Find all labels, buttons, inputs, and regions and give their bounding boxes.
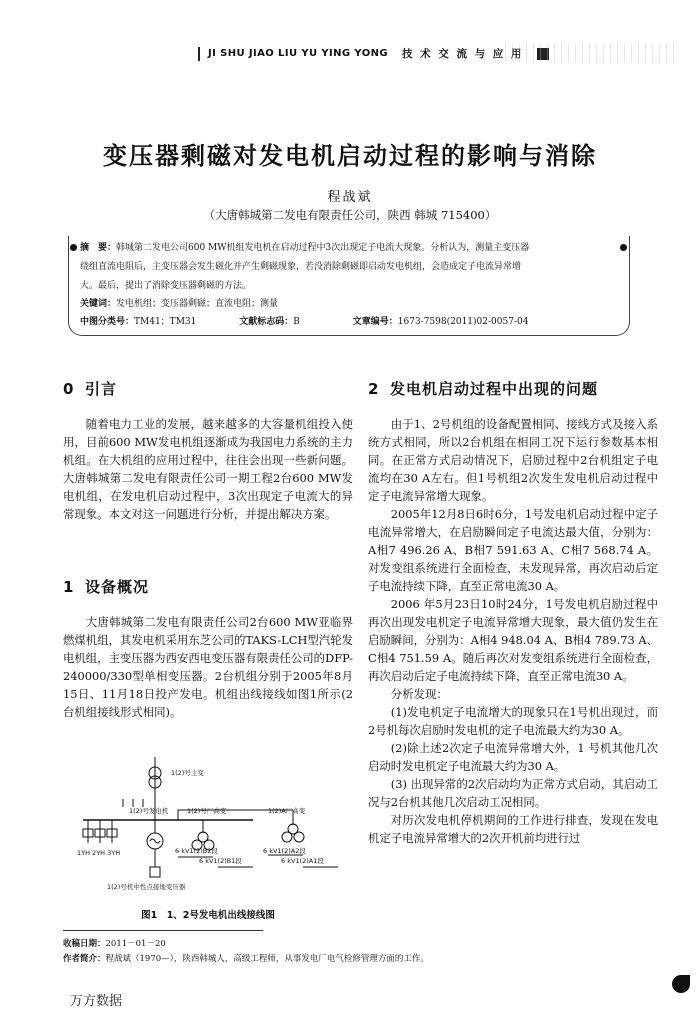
paragraph: 2006 年5月23日10时24分，1号发电机启励过程中再次出现发电机定子电流异常增大现象，最大值仍发生在启励瞬间，分别为：A相4 948.04 A、B相4 789.73 A、C相4 751.59 A。随后再次对发变组系统进行全面检查，再次启动后定子电流持续下降，直至正常电流30 A。: [368, 597, 658, 683]
clc-label: 中图分类号：: [80, 317, 135, 327]
keywords: 发电机组；变压器剩磁；直流电阻；测量: [116, 299, 279, 309]
label-pts: 1YH 2YH 3YH: [77, 849, 121, 857]
journal-name-en: JI SHU JIAO LIU YU YING YONG: [208, 48, 388, 59]
label-b2: 6 kV1(2)B2段: [175, 847, 218, 855]
keywords-label: 关键词：: [80, 299, 117, 309]
paragraph: 随着电力工业的发展，越来越多的大容量机组投入使用，目前600 MW发电机组逐渐成为我国电力系统的主力机组。在大机组的应用过程中，往往会出现一些新问题。大唐韩城第二发电有限责任公司一期工程2台600 MW发电机组，在发电机启动过程中，3次出现定子电流大的异常现象。本文对这一问题进行分析，并提出解决方案。: [63, 417, 353, 521]
label-main-transformer: 1(2)号主变: [171, 769, 204, 777]
paragraph: (1)发电机定子电流增大的现象只在1号机出现过，而2号机每次启励时发电机的定子电流最大约为30 A。: [368, 705, 658, 737]
journal-name-zh: 技 术 交 流 与 应 用: [401, 48, 524, 60]
paragraph: 2005年12月8日6时6分，1号发电机启动过程中定子电流异常增大，在启励瞬间定子电流达最大值，分别为：A相7 496.26 A、B相7 591.63 A、C相7 568.74 A。对发变组系统进行全面检查，未发现异常，再次启动后定子电流持续下降，直至正常电流30 A。: [368, 507, 658, 593]
section-number: 2: [368, 380, 380, 398]
section-heading: [63, 576, 353, 597]
bio-value: 程战斌（1970—），陕西韩城人，高级工程师，从事发电厂电气检修管理方面的工作。: [105, 954, 429, 964]
received-label: 收稿日期：: [63, 939, 106, 949]
section-title: 引言: [85, 380, 118, 398]
page-corner-icon: [672, 975, 690, 993]
article-no-value: 1673-7598(2011)02-0057-04: [397, 317, 529, 327]
neutral-grounding-transformer: [150, 867, 160, 877]
paragraph: 分析发现：: [390, 687, 448, 701]
section-number: 1: [63, 578, 75, 596]
label-hv-transformer: 1(2)号厂高变: [187, 807, 227, 815]
keywords-line: [80, 299, 278, 310]
classification-line: [80, 317, 528, 328]
wiring-diagram: [63, 755, 353, 905]
label-neutral: 1(2)号机中性点接地变压器: [107, 883, 186, 891]
section-heading: [368, 378, 658, 399]
abstract-left-bullet-icon: [70, 244, 77, 251]
paragraph: 由于1、2号机组的设备配置相同、接线方式及接入系统方式相同，所以2台机组在相同工况下运行参数基本相同。在正常方式启动情况下，启励过程中2台机组定子电流均在30 A左右。但1号机组2次发生发电机启动过程中定子电流异常增大现象。: [368, 417, 658, 503]
paragraph: (3) 出现异常的2次启动均为正常方式启动，其启动工况与2台机其他几次启动工况相同。: [368, 777, 658, 809]
label-generator: 1(2)号发电机: [129, 807, 169, 815]
abstract-line-3: 大。最后，提出了消除变压器剩磁的方法。: [80, 281, 252, 291]
bio-label: 作者简介：: [63, 954, 106, 964]
received-value: 2011－01－20: [105, 939, 166, 949]
abstract-text-1: 韩城第二发电公司600 MW机组发电机在启动过程中3次出现定子电流大现象。分析认为，测量主变压器: [116, 243, 530, 253]
paragraph: (2)除上述2次定子电流异常增大外，1 号机其他几次启动时发电机定子电流最大约为30 A。: [368, 741, 658, 773]
section-0: [63, 378, 353, 523]
doc-code-value: B: [293, 317, 300, 327]
author-bio: [63, 953, 429, 965]
doc-code-label: 文献标志码：: [239, 317, 294, 327]
scan-noise: [505, 44, 675, 62]
running-head: [198, 46, 549, 61]
section-heading: [63, 378, 353, 399]
paragraph: 对历次发电机停机期间的工作进行排查，发现在发电机定子电流异常增大的2次开机前均进行过: [368, 813, 658, 845]
section-2: [368, 378, 658, 847]
watermark: 万方数据: [70, 994, 123, 1009]
author-affiliation: （大唐韩城第二发电有限责任公司，陕西 韩城 715400）: [203, 208, 497, 222]
article-title: 变压器剩磁对发电机启动过程的影响与消除: [103, 142, 597, 170]
received-date: [63, 938, 166, 950]
section-number: 0: [63, 380, 75, 398]
abstract-line-2: 绕组直流电阻后，主变压器会发生磁化并产生剩磁现象，若没消除剩磁即启动发电机组，会造成定子电流异常增: [80, 262, 522, 272]
figure-caption: 图1 1、2号发电机出线接线图: [141, 910, 275, 921]
header-divider: [198, 47, 200, 61]
label-b1: 6 kV1(2)B1段: [199, 857, 242, 865]
label-a2: 6 kV1(2)A2段: [263, 847, 306, 855]
section-1: [63, 576, 353, 721]
section-title: 设备概况: [85, 578, 150, 596]
paragraph: 大唐韩城第二发电有限责任公司2台600 MW亚临界燃煤机组，其发电机采用东芝公司的TAKS-LCH型汽轮发电机组，主变压器为西安西电变压器有限责任公司的DFP-240000/330型单相变压器。2台机组分别于2005年8月15日、11月18日投产发电。机组出线接线如图1所示(2台机组接线形式相同)。: [63, 615, 353, 719]
label-aux-transformer: 1(2)A厂高变: [268, 807, 306, 815]
abstract-right-bullet-icon: [620, 244, 627, 251]
abstract-line-1: [80, 243, 529, 254]
label-a1: 6 kV1(2)A1段: [281, 857, 324, 865]
section-title: 发电机启动过程中出现的问题: [390, 380, 599, 398]
footnote-rule: [63, 930, 263, 931]
article-no-label: 文章编号：: [352, 317, 398, 327]
author-name: 程战斌: [327, 190, 373, 205]
clc-value: TM41；TM31: [134, 317, 197, 327]
abstract-label: 摘 要：: [80, 243, 117, 253]
